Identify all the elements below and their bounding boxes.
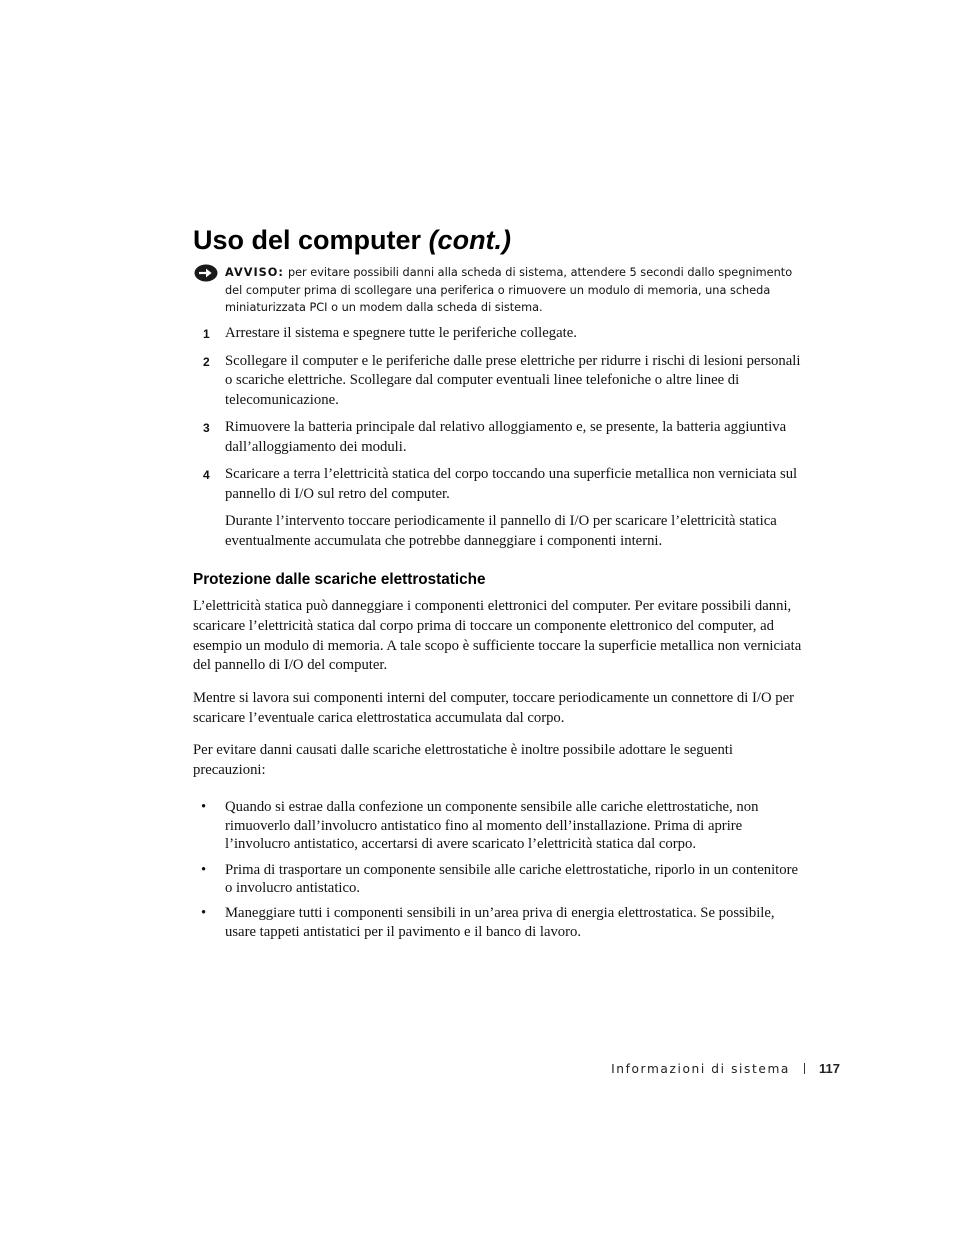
section-heading: Protezione dalle scariche elettrostatiche [193,571,486,588]
body-paragraph: L’elettricità statica può danneggiare i componenti elettronici del computer. Per evitare possibili danni, scaricare l’elettricità statica dal corpo prima di toccare un componente elettronico del computer, ad esempio un modulo di memoria. A tale scopo è sufficiente toccare la superficie metallica non verniciata del pannello di I/O del computer. [193,598,802,674]
steps-list [193,324,803,559]
step-number: 3 [203,421,210,435]
notice-text-block [225,264,803,317]
page-footer [560,1059,840,1079]
page-title-suffix: (cont.) [428,225,512,255]
notice-text: per evitare possibili danni alla scheda di sistema, attendere 5 secondi dallo spegnimento del computer prima di scollegare una periferica o rimuovere un modulo di memoria, una scheda miniaturizzata PCI o un modem dalla scheda di sistema. [225,266,793,315]
list-item-text: Maneggiare tutti i componenti sensibili in un’area priva di energia elettrostatica. Se possibile, usare tappeti antistatici per il pavimento e il banco di lavoro. [225,905,775,940]
notice-label: AVVISO: [225,266,284,279]
step-text: Scaricare a terra l’elettricità statica del corpo toccando una superficie metallica non verniciata sul pannello di I/O sul retro del computer. [225,466,798,502]
bullet-icon: • [201,861,207,878]
step-extra-text: Durante l’intervento toccare periodicamente il pannello di I/O per scaricare l’elettricità statica eventualmente accumulata che potrebbe danneggiare i componenti interni. [225,513,777,549]
list-item-text: Quando si estrae dalla confezione un componente sensibile alle cariche elettrostatiche, non rimuoverlo dall’involucro antistatico fino al momento dell’installazione. Prima di aprire l’involucro antistatico, accertarsi di avere scaricato l’elettricità statica dal corpo. [225,799,759,853]
step-number: 2 [203,354,210,369]
list-item-text: Prima di trasportare un componente sensibile alle cariche elettrostatiche, riporlo in un contenitore o involucro antistatico. [225,861,799,896]
page-number: 117 [819,1061,840,1076]
step-text: Rimuovere la batteria principale dal relativo alloggiamento e, se presente, la batteria aggiuntiva dall’alloggiamento dei moduli. [225,419,787,455]
section-body [193,597,805,948]
page-title-text: Uso del computer [193,225,422,255]
notice-box [193,264,803,317]
step-item [193,465,803,551]
precautions-list [193,798,805,941]
step-text: Arrestare il sistema e spegnere tutte le periferiche collegate. [225,325,577,341]
footer-section-title: Informazioni di sistema [611,1062,791,1076]
body-paragraph: Mentre si lavora sui componenti interni del computer, toccare periodicamente un connettore di I/O per scaricare l’eventuale carica elettrostatica accumulata dal corpo. [193,690,794,726]
body-paragraph: Per evitare danni causati dalle scariche elettrostatiche è inoltre possibile adottare le seguenti precauzioni: [193,741,733,778]
step-number: 4 [203,468,210,482]
page-title [193,220,511,260]
step-item [193,324,803,344]
step-text: Scollegare il computer e le periferiche dalle prese elettriche per ridurre i rischi di lesioni personali o scariche elettriche. Scollegare dal computer eventuali linee telefoniche o altre linee di telecomunicazione. [225,352,801,408]
step-item [193,352,803,411]
list-item [193,798,805,853]
list-item [193,904,805,941]
notice-icon [194,264,218,282]
bullet-icon: • [201,905,207,922]
step-item [193,418,803,457]
list-item [193,861,805,898]
step-number: 1 [203,327,210,341]
footer-separator [804,1063,805,1074]
bullet-icon: • [201,799,207,816]
